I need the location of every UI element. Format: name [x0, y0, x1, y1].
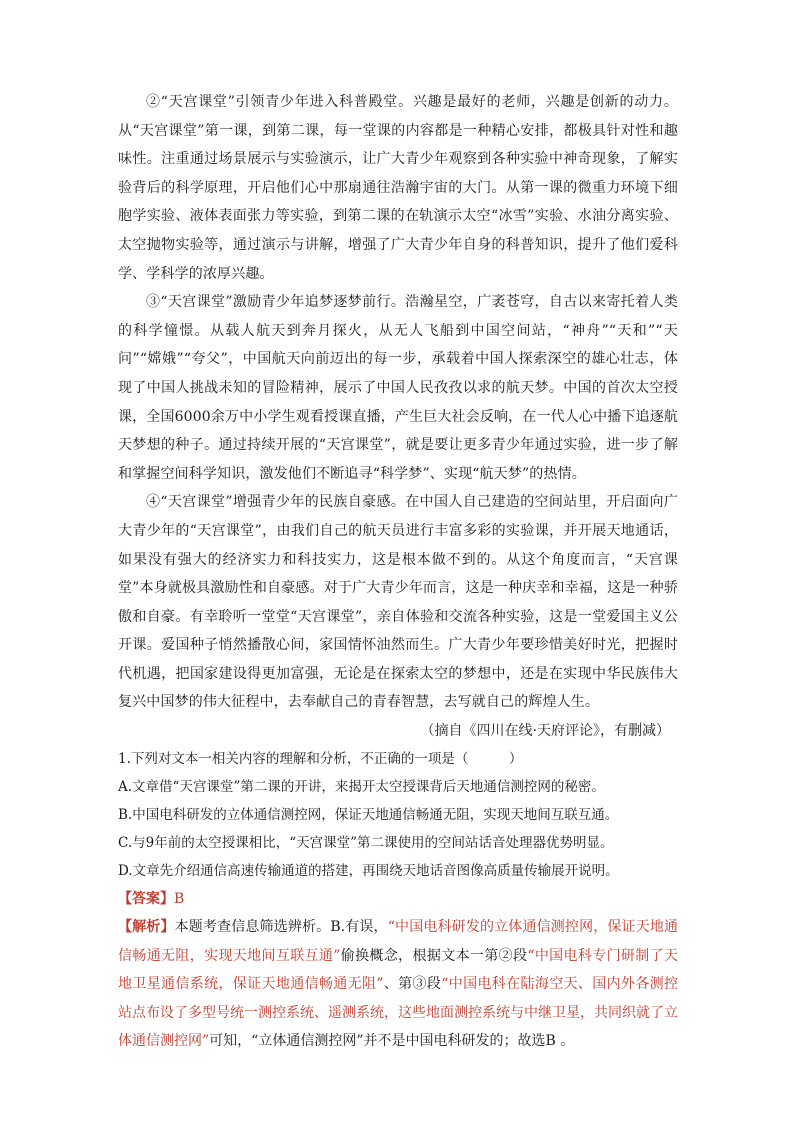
answer-label: 【答案】 [118, 891, 174, 908]
option-d: D.文章先介绍通信高速传输通道的搭建，再围绕天地话音图像高质量传输展开说明。 [118, 863, 619, 880]
analysis-quote-3: “中国电科在陆海空天、国内外各测控站点布设了多型号统一测控系统、遥测系统，这些地面测控系统与中继卫星，共同织就了立体通信测控网” [118, 976, 679, 1050]
answer-line [118, 885, 678, 913]
analysis-label: 【解析】 [118, 919, 175, 936]
analysis-quote-2: “中国电科专门研制了天地卫星通信系统，保证天地通信畅通无阻” [118, 947, 678, 993]
analysis-quote-1: “中国电科研发的立体通信测控网，保证天地通信畅通无阻，实现天地间互联互通” [118, 919, 678, 964]
analysis-text-4: 可知，“立体通信测控网”并不是中国电科研发的；故选B 。 [209, 1033, 575, 1050]
paragraph-4: ④“天宫课堂”增强青少年的民族自豪感。在中国人自己建造的空间站里，开启面向广大青少年的“天宫课堂”，由我们自己的航天员进行丰富多彩的实验课，并开展天地通话，如果没有强大的经济实力和科技实力，这是根本做不到的。从这个角度而言，“天宫课堂”本身就极具激励性和自豪感。对于广大青少年而言，这是一种庆幸和幸福，这是一种骄傲和自豪。有幸聆听一堂堂“天宫课堂”，亲自体验和交流各种实验，这是一堂爱国主义公开课。爱国种子悄然播散心间，家国情怀油然而生。广大青少年要珍惜美好时光，把握时代机遇，把国家建设得更加富强，无论是在探索太空的梦想中，还是在实现中华民族伟大复兴中国梦的伟大征程中，去奉献自己的青春智慧，去写就自己的辉煌人生。 [118, 494, 678, 711]
question-stem: 1.下列对文本一相关内容的理解和分析，不正确的一项是（ ） [118, 751, 523, 768]
option-b: B.中国电科研发的立体通信测控网，保证天地通信畅通无阻，实现天地间互联互通。 [118, 807, 619, 824]
option-c: C.与9年前的太空授课相比，“天宫课堂”第二课使用的空间站话音处理器优势明显。 [118, 835, 614, 852]
paragraph-3: ③“天宫课堂”激励青少年追梦逐梦前行。浩瀚星空，广袤苍穹，自古以来寄托着人类的科学憧憬。从载人航天到奔月探火，从无人飞船到中国空间站，“神舟”“天和”“天问”“嫦娥”“夸父”，中国航天向前迈出的每一步，承载着中国人探索深空的雄心壮志，体现了中国人挑战未知的冒险精神，展示了中国人民孜孜以求的航天梦。中国的首次太空授课，全国6000余万中小学生观看授课直播，产生巨大社会反响，在一代人心中播下追逐航天梦想的种子。通过持续开展的“天宫课堂”，就是要让更多青少年通过实验，进一步了解和掌握空间科学知识，激发他们不断追寻“科学梦”、实现“航天梦”的热情。 [118, 294, 678, 482]
option-a: A.文章借“天宫课堂”第二课的开讲，来揭开太空授课背后天地通信测控网的秘密。 [118, 779, 605, 796]
analysis-text-2: 偷换概念，根据文本一第②段 [340, 947, 528, 964]
analysis-text-3: 、第③段 [383, 976, 442, 993]
document-page [118, 88, 678, 1056]
analysis-block [118, 913, 678, 1056]
paragraph-2: ②“天宫课堂”引领青少年进入科普殿堂。兴趣是最好的老师，兴趣是创新的动力。从“天宫课堂”第一课，到第二课，每一堂课的内容都是一种精心安排，都极具针对性和趣味性。注重通过场景展示与实验演示，让广大青少年观察到各种实验中神奇现象，了解实验背后的科学原理，开启他们心中那扇通往浩瀚宇宙的大门。从第一课的微重力环境下细胞学实验、液体表面张力等实验，到第二课的在轨演示太空“冰雪”实验、水油分离实验、太空抛物实验等，通过演示与讲解，增强了广大青少年自身的科普知识，提升了他们爱科学、学科学的浓厚兴趣。 [118, 94, 678, 282]
analysis-text-1: 本题考查信息筛选辨析。B.有误， [174, 919, 388, 936]
source-citation: （摘自《四川在线·天府评论》，有删减） [420, 723, 670, 740]
answer-value: B [174, 891, 185, 908]
